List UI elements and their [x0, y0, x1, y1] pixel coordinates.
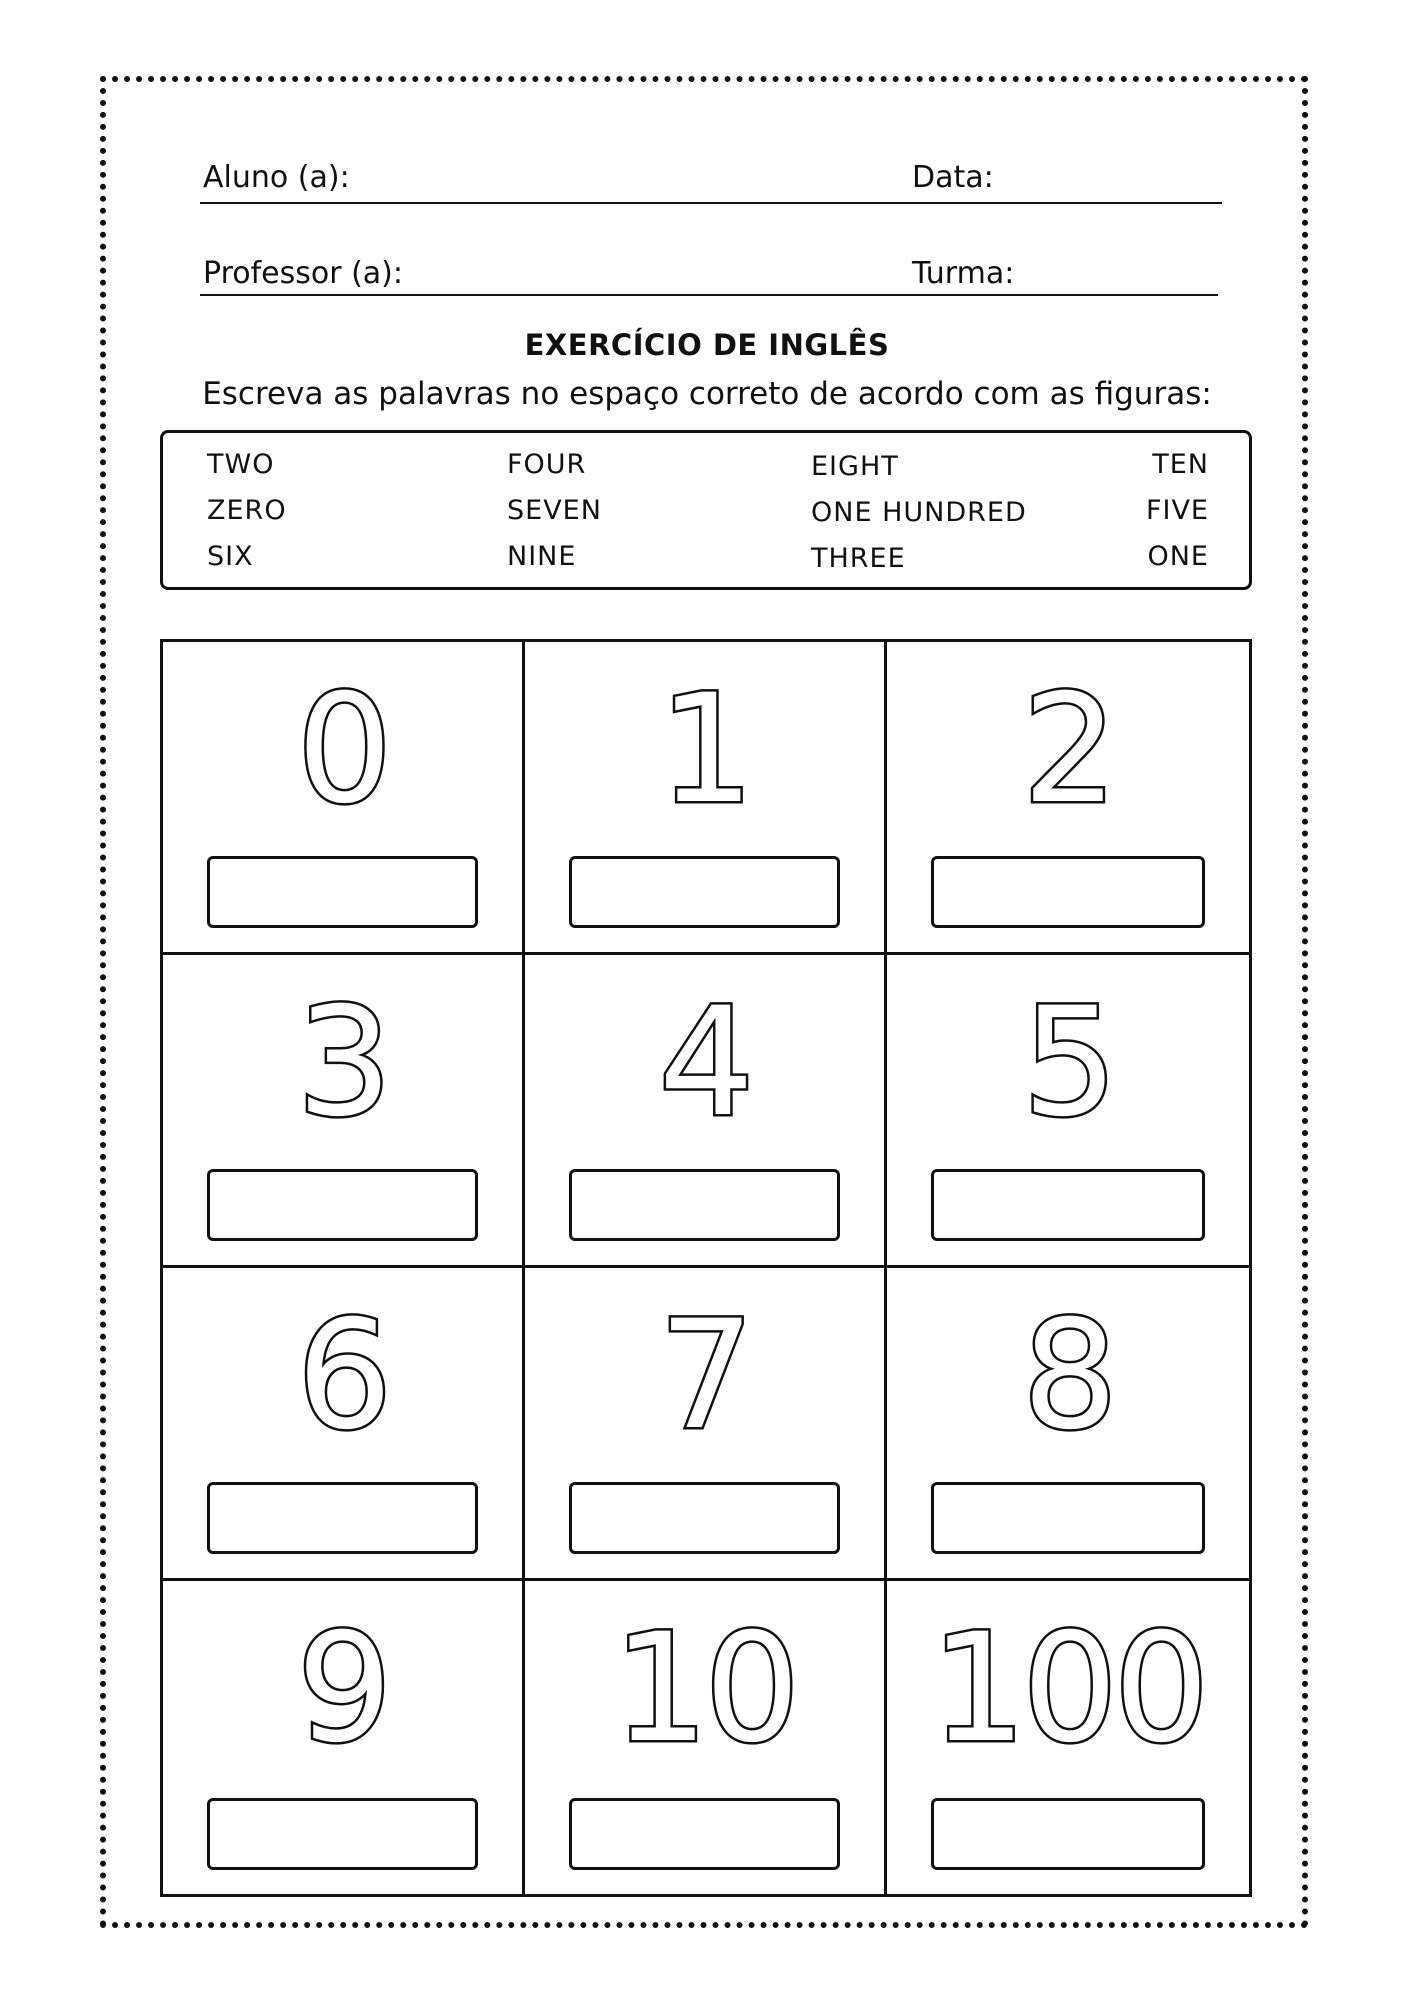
- number-cell: [887, 955, 1249, 1268]
- number-figure: 7: [658, 1289, 751, 1463]
- page-title: EXERCÍCIO DE INGLÊS: [524, 328, 890, 362]
- number-cell: [525, 1581, 887, 1894]
- number-figure: 6: [296, 1289, 389, 1463]
- number-figure: 100: [930, 1602, 1206, 1776]
- number-figure: 8: [1022, 1289, 1114, 1463]
- student-date-line: [200, 202, 1222, 204]
- answer-box[interactable]: [931, 1169, 1205, 1241]
- number-figure: 0: [296, 663, 389, 837]
- word-bank-item: ZERO: [207, 495, 287, 526]
- number-cell: [163, 1268, 525, 1581]
- number-cell: [887, 1581, 1249, 1894]
- number-figure: 5: [1022, 976, 1114, 1150]
- answer-box[interactable]: [569, 856, 840, 928]
- date-label: Data:: [912, 160, 994, 195]
- number-cell: [163, 1581, 525, 1894]
- number-cell: [887, 1268, 1249, 1581]
- number-grid: [160, 639, 1252, 1897]
- answer-box[interactable]: [207, 1169, 478, 1241]
- answer-box[interactable]: [931, 1482, 1205, 1554]
- word-bank-item: TEN: [1152, 449, 1209, 480]
- teacher-label: Professor (a):: [203, 256, 403, 291]
- class-label: Turma:: [912, 256, 1015, 291]
- teacher-class-line: [200, 294, 1218, 296]
- word-bank-item: ONE HUNDRED: [811, 497, 1027, 528]
- instructions: Escreva as palavras no espaço correto de acordo com as figuras:: [202, 376, 1212, 412]
- answer-box[interactable]: [931, 1798, 1205, 1870]
- word-bank-item: NINE: [507, 541, 577, 572]
- number-figure: 9: [296, 1602, 389, 1776]
- number-figure: 3: [296, 976, 389, 1150]
- answer-box[interactable]: [207, 856, 478, 928]
- number-cell: [525, 1268, 887, 1581]
- word-bank-item: FOUR: [507, 449, 587, 480]
- answer-box[interactable]: [569, 1798, 840, 1870]
- word-bank-item: SIX: [207, 541, 254, 572]
- word-bank-item: TWO: [207, 449, 275, 480]
- word-bank-item: SEVEN: [507, 495, 602, 526]
- number-cell: [887, 642, 1249, 955]
- word-bank-item: FIVE: [1145, 495, 1209, 526]
- number-figure: 4: [658, 976, 751, 1150]
- word-bank: [160, 430, 1252, 590]
- student-label: Aluno (a):: [203, 160, 350, 195]
- word-bank-item: ONE: [1147, 541, 1209, 572]
- answer-box[interactable]: [569, 1169, 840, 1241]
- answer-box[interactable]: [931, 856, 1205, 928]
- answer-box[interactable]: [569, 1482, 840, 1554]
- word-bank-item: THREE: [811, 543, 906, 574]
- number-cell: [525, 642, 887, 955]
- number-cell: [525, 955, 887, 1268]
- answer-box[interactable]: [207, 1482, 478, 1554]
- number-figure: 2: [1022, 663, 1114, 837]
- word-bank-item: EIGHT: [811, 451, 899, 482]
- number-cell: [163, 642, 525, 955]
- number-figure: 1: [658, 663, 751, 837]
- number-figure: 10: [613, 1602, 796, 1776]
- answer-box[interactable]: [207, 1798, 478, 1870]
- number-cell: [163, 955, 525, 1268]
